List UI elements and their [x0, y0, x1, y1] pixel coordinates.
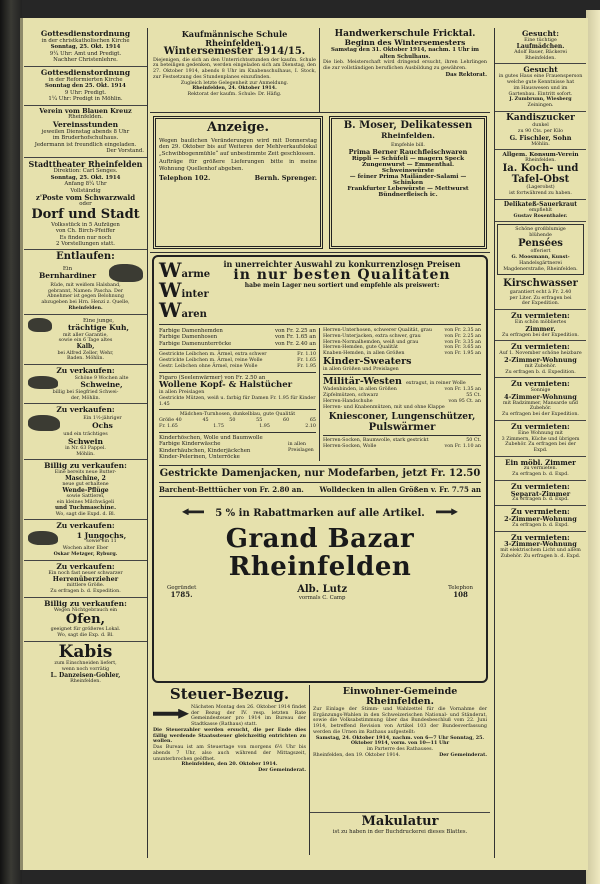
ad-text: Laufmädchen.: [516, 42, 565, 50]
ad-makulatur: [310, 813, 490, 837]
bazar-tagline: in unerreichter Auswahl zu konkurrenzlosen Preisen: [223, 259, 461, 269]
ad-text: G. Fischler, Sohn: [509, 133, 572, 142]
ad-text: Zubehör. Zu erfragen bei der Expd.: [505, 442, 576, 454]
ad-title: B. Moser, Delikatessen: [343, 120, 473, 131]
ad-ochs: [24, 404, 147, 460]
price-row: Herren-Hemden, gute Qualität von Fr. 3.65 an: [323, 345, 481, 351]
price-row: Zipfelmützen, schwarz 55 Ct.: [323, 393, 481, 399]
ad-text: Ein: [62, 265, 73, 272]
ad-title: Zu vermieten:: [511, 379, 570, 389]
ad-text: ein kleines Milchwägeli: [56, 500, 115, 506]
price-row: Herren-Unterjacken, extra schwer, grau von Fr. 2.25 an: [323, 333, 481, 339]
price-row: Herren-Unterhosen, schwerer Qualität, grau von Fr. 2.35 an: [323, 328, 481, 333]
ad-text: vormals C. Camp: [298, 595, 346, 602]
page-edges: [586, 10, 600, 884]
ad-kirschwasser: [495, 277, 586, 310]
bazar-name: Grand Bazar Rheinfelden: [225, 524, 415, 582]
ad-text: in allen Größen und Preislagen: [323, 366, 399, 372]
ad-title: Zu verkaufen:: [56, 405, 115, 415]
bazar-subheading: Kinder-Sweaters: [323, 355, 412, 367]
ad-text: Zu erfragen bei der Expedition.: [502, 412, 579, 418]
dog-illustration: [109, 264, 143, 282]
ad-text: 2-Zimmer-Wohnung: [504, 515, 577, 524]
price-row: Barchent-Betttücher von Fr. 2.80 an.: [159, 485, 304, 495]
ad-text: Zubehör. Zu erfragen b. d. Expd.: [500, 554, 581, 560]
ad-text: Rheinfelden.: [525, 55, 556, 61]
ad-text: Die Steuerzahler werden ersucht, die per Ende dies fällig werdende Staatssteuer gleichzeitig entrichten zu wollen.: [153, 726, 306, 745]
bazar-intro: arme: [181, 269, 211, 280]
left-column: [24, 28, 148, 858]
ad-title: Billig zu verkaufen:: [44, 461, 127, 471]
ad-konsum-verein: [495, 150, 586, 199]
ad-text: zu vermieten.: [523, 466, 558, 472]
ad-text: Bündnerfleisch ic.: [378, 192, 438, 199]
ad-date: Rheinfelden, den 19. Oktober 1914.: [313, 752, 401, 758]
ad-date: Sonntag, 25. Okt. 1914: [50, 44, 121, 51]
ad-text: billig bei Siegfried Schwei-: [52, 389, 119, 395]
ad-title: Zu verkaufen:: [56, 366, 115, 376]
ad-kabis: [24, 642, 147, 687]
ad-text: Die lieb. Meisterschaft wird dringend ersucht, ihren Lehrlingen die zur vollständigen beruflichen Ausbildung zu gewähren.: [323, 60, 487, 72]
ad-text: Prima Berner Rauchfleischwaren: [348, 148, 468, 157]
ad-text: mit Zubehör.: [524, 363, 557, 369]
ad-text: in der christkatholischen Kirche: [41, 37, 130, 44]
ad-text: Auf 1. November schöne heizbare: [499, 351, 582, 357]
ad-title: Anzeige.: [206, 120, 270, 135]
ad-date: Rheinfelden, 24. Oktober 1914.: [192, 85, 277, 92]
ad-title: Zu vermieten:: [511, 342, 570, 352]
price-row: Knaben-Hemden, in allen Größen von Fr. 1.95 an: [323, 351, 481, 356]
ad-title-large: Dorf und Stadt: [31, 206, 140, 222]
ad-title: Gesucht:: [521, 29, 560, 38]
ad-text: Rippli — Schüfeli — magern Speck: [351, 155, 465, 162]
ad-vermieten-zimmer: [495, 310, 586, 341]
ad-title: Zu vermieten:: [511, 421, 570, 431]
ad-kaufmaennische-schule: [150, 28, 320, 112]
ad-signature: Das Rektorat.: [445, 71, 487, 78]
ad-text: der, Möhlin.: [70, 395, 101, 401]
ad-text: wenn noch vorrätig: [61, 667, 110, 673]
ad-text: ist zu haben in der Buchdruckerei dieses Blattes.: [332, 828, 468, 835]
ad-text: Schöne 9 Wochen alte: [74, 375, 129, 381]
ad-title: Kirschwasser: [503, 278, 578, 290]
ad-signature: Der Gemeinderat.: [439, 751, 487, 758]
ad-gesucht-laufmaedchen: [495, 28, 586, 64]
ad-text: (Lagerobst): [526, 185, 555, 191]
ad-text: sowie Sattlerei,: [66, 494, 105, 500]
ad-text: Ochs: [92, 421, 113, 431]
ad-text: Mädchen-Turnhosen, dunkelblau, gute Qualität: [179, 412, 296, 418]
ad-text: per Liter. Zu erfragen bei: [509, 295, 572, 301]
ad-text: Gustav Rosenthaler.: [513, 212, 568, 219]
ad-text: Ofen,: [65, 612, 106, 628]
ad-text: ist fortwährend zu haben.: [509, 190, 572, 196]
ad-text: 3 Zimmern, Küche und übrigem: [501, 436, 580, 442]
bazar-headline: in nur besten Qualitäten: [233, 267, 451, 284]
ad-text: 3-Zimmer-Wohnung: [504, 540, 577, 549]
ad-text: Wende-Pflüge: [62, 487, 109, 495]
ad-schweine: [24, 365, 147, 404]
price-row: Gestrickte Leibchen m. Ärmel, extra schwer Fr. 1.10: [159, 352, 316, 358]
ad-title: Stadttheater Rheinfelden: [28, 158, 143, 169]
ad-text: Gartenbau. Eintritt sofort.: [508, 91, 573, 97]
ad-text: Zu erfragen b. d. Expd.: [512, 471, 569, 477]
ad-text: Zubehör.: [529, 406, 552, 412]
ad-text: in allen Preislagen: [159, 390, 205, 396]
ad-vermieten-2zimmer-b: [495, 506, 586, 531]
ad-text: 2 Vorstellungen statt.: [56, 240, 115, 247]
ad-title: Delikateß-Sauerkraut: [503, 200, 578, 208]
ad-moser-delikatessen: [329, 116, 487, 249]
ad-text: im Bruderhofschulhaus.: [52, 135, 119, 142]
bazar-subheading: Kniesconer, Lungenschützer,: [328, 412, 476, 423]
ad-title: Einwohner-Gemeinde Rheinfelden.: [342, 686, 458, 707]
ad-vermieten-3zimmer: [495, 421, 586, 457]
ad-text: und ein trächtiges: [63, 432, 108, 438]
ad-text: 1 Jungochs,: [76, 530, 127, 540]
ad-text: Wo, sagt die Expd. d. Bl.: [55, 511, 116, 517]
ad-text: mit elektrischem Licht und allem: [500, 548, 581, 554]
center-column: [150, 28, 490, 858]
ad-title: Zu vermieten:: [511, 311, 570, 321]
ad-phone: Telephon 102.: [159, 174, 211, 183]
ad-title: Gottesdienstordnung: [40, 29, 131, 38]
ad-butter: [24, 460, 147, 520]
bazar-subheading: Militär-Westen: [323, 376, 402, 388]
ad-signature: Bernh. Sprenger.: [254, 174, 317, 183]
ad-date: Samstag, 24. Oktober 1914, nachm. von 6—7 Uhr Sonntag, 25. Oktober 1914, vorm. von 10—11 Uhr: [315, 734, 485, 747]
ad-text: Zungenwurst — Emmenthal. Schweinswürste: [361, 161, 455, 174]
ad-title: Ein möbl. Zimmer: [505, 457, 576, 467]
ad-text: von Ch. Birch-Pfeiffer: [55, 228, 116, 235]
ad-text: Volksstück in 5 Aufzügen: [51, 221, 120, 228]
ad-text: Ein schön möbliertes: [514, 320, 567, 326]
ad-pensees: [497, 224, 584, 275]
pointing-hand-icon: [153, 709, 189, 719]
ad-text: L. Danzeisen-Gohler,: [50, 671, 121, 679]
ad-text: der Expedition.: [521, 301, 560, 307]
ad-text: Direktion: Carl Senges.: [53, 168, 118, 175]
ad-text: Separat-Zimmer: [510, 489, 571, 498]
ad-vermieten-separat: [495, 481, 586, 506]
bazar-subheading: Wollene Kopf- & Halstücher: [159, 380, 293, 391]
ad-text: welche gute Kenntnisse hat: [506, 80, 575, 86]
price-row: Herren-Normalhemden, weiß und grau von Fr. 3.35 an: [323, 339, 481, 345]
ad-text: Zeiningen.: [527, 103, 554, 109]
ad-text: Zu erfragen bei der Expedition.: [502, 332, 579, 338]
book-spine: [0, 0, 22, 884]
ad-text: dunkel: [532, 123, 549, 129]
ad-text: Kinderhäubchen, Kinderjäckchen: [159, 447, 251, 454]
price-row: Farbige Damenhemden von Fr. 2.25 an: [159, 328, 316, 334]
ad-text: Schweine,: [80, 380, 123, 390]
price-row: Herren-Handschuhe von 95 Ct. an: [323, 398, 481, 404]
ad-text: Ein noch fast neuer schwarzer: [48, 570, 123, 576]
price-row: Farbige Damenhosen von Fr. 1.65 an: [159, 334, 316, 341]
ad-text: abzugeben bei Hrn. Henzi z. Quelle,: [41, 300, 130, 306]
ad-text: Zimmer.: [525, 324, 556, 333]
ad-date: Rheinfelden, den 20. Oktober 1914.: [181, 761, 278, 768]
price-row: Gestrickte Mützen, weiß u. farbig für Damen Fr. 1.95 für Kinder 1.45: [159, 395, 316, 407]
ox-illustration: [28, 531, 58, 545]
ad-stadttheater: [24, 158, 147, 251]
ad-text: geeignet für größeres Lokal.: [50, 627, 121, 633]
ad-kuh: [24, 315, 147, 365]
ad-text: Oskar Metzger, Ryburg.: [53, 551, 118, 558]
ad-text: 1¼ Uhr: Predigt in Möhlin.: [48, 96, 123, 103]
ad-date: Samstag den 31. Oktober 1914, nachm. 1 Uhr im alten Schulhaus.: [331, 47, 479, 60]
ad-headline: Wintersemester 1914/15.: [163, 46, 306, 58]
ad-text: oder: [79, 201, 92, 208]
ad-text: Gegründet: [167, 584, 197, 591]
ad-text: 9 Uhr: Predigt.: [64, 89, 107, 96]
ad-text: 1785.: [170, 590, 193, 600]
ad-entlaufen: [24, 250, 147, 314]
ad-gesucht-frauensperson: [495, 64, 586, 111]
bazar-jacken-offer: Gestrickte Damenjacken, nur Modefarben, jetzt Fr. 12.50: [159, 467, 481, 479]
ad-text: Nächsten Montag den 26. Oktober 1914 findet der Bezug der IV. resp. letzten Rate Gemeindesteuer pro 1914 im Bureau der Stadtkasse (Rathaus) statt.: [191, 704, 306, 727]
ad-grand-bazar: [152, 255, 488, 683]
ad-church-christkath: [24, 28, 147, 67]
ad-title: Pensées: [518, 237, 563, 249]
ad-text: gebrannt, Namen: Pascha. Der: [48, 288, 123, 294]
ad-text: Abnehmer ist gegen Belohnung: [47, 294, 124, 300]
ad-text: Kalb,: [76, 343, 95, 351]
size-price-row: Fr. 1.65 1.75 1.95 2.10: [159, 423, 316, 429]
ad-title: Zu vermieten:: [511, 532, 570, 542]
ad-text: Eine tüchtige: [524, 37, 557, 43]
bazar-intro: inter: [181, 289, 209, 300]
ad-text: Farbige Kinderwäsche: [159, 441, 221, 448]
ad-text: empfiehlt: [528, 207, 553, 213]
price-row: Wolldecken in allen Größen v. Fr. 7.75 an: [319, 485, 481, 495]
ad-text: Anfang 8¼ Uhr: [64, 181, 107, 188]
ad-headline: Beginn des Wintersemesters: [344, 38, 466, 48]
ad-text: 4-Zimmer-Wohnung: [504, 392, 577, 401]
ad-text: Rheinfelden.: [68, 114, 103, 121]
ad-text: Eine bereits neue Butter-: [54, 470, 117, 476]
ad-text: garantiert echt à Fr. 2.40: [509, 289, 572, 295]
ad-title: Billig zu verkaufen:: [44, 598, 127, 608]
ad-text: neue gut erhaltene: [62, 482, 109, 488]
ad-text: Rheinfelden.: [381, 130, 435, 140]
ad-date: Sonntag, 25. Okt. 1914: [50, 174, 121, 181]
ad-text: Eine Wohnung mit: [518, 430, 563, 436]
ad-text: Ein 1½-jähriger: [83, 416, 122, 422]
ad-title: Handwerkerschule Fricktal.: [334, 29, 476, 39]
ad-text: Diejenigen, die sich an den Unterrichtsstunden der kaufm. Schule zu beteiligen gedenken, werden eingeladen sich am Dienstag, den 27. Oktober 1914, abends 8 Uhr im Knabenschulhaus, I. Stock, zur Festsetzung des Stundenplanes einzufinden.: [153, 57, 316, 80]
ad-text: Frankfurter Lebewürste — Mettwurst: [347, 186, 469, 193]
ad-title: Gesucht: [523, 65, 558, 75]
ad-signature: Rektorat der kaufm. Schule: Dr. Häfig.: [187, 92, 282, 98]
bazar-right-list: [320, 328, 481, 461]
ad-herrenmantel: [24, 561, 147, 598]
ad-text: im Parterre des Rathauses.: [366, 747, 434, 753]
ad-steuer-bezug: [150, 685, 310, 855]
ad-text: extragut, in reiner Wolle: [405, 381, 466, 387]
ad-title: z'Poste vom Schwarzwald: [35, 193, 136, 203]
ad-title: Gottesdienstordnung: [40, 67, 131, 77]
ad-text: in gutes Haus eine Frauensperson: [498, 74, 583, 80]
ad-text: in der Reformierten Kirche: [48, 76, 123, 83]
ad-title: Entlaufen:: [56, 251, 115, 263]
ad-title: Steuer-Bezug.: [169, 685, 290, 703]
ad-blaues-kreuz: [24, 106, 147, 158]
ad-text: Rüde, mit weißem Halsband,: [50, 282, 121, 288]
ad-text: Rheinfelden.: [525, 158, 556, 164]
ad-text: Empfehle bill.: [391, 143, 425, 149]
bazar-intro: aren: [181, 309, 207, 320]
ad-text: Zugleich letzte Gelegenheit zur Anmeldung.: [180, 80, 289, 86]
ad-text: Es finden nur noch: [59, 234, 112, 241]
right-column: [494, 28, 586, 858]
ad-title-large: Kabis: [58, 641, 113, 662]
price-row: Herren-Socken, Baumwolle, stark gestrickt 50 Ct.: [323, 438, 481, 444]
bazar-subheading: Pulswärmer: [368, 421, 436, 433]
ad-phone: 108: [453, 590, 468, 600]
ad-text: Schöne großblumige: [515, 227, 566, 233]
ad-text: mit Badzimmer, Mansarde und: [503, 400, 578, 406]
ad-text: — feiner Prima Mailänder-Salami — Schinken: [349, 174, 467, 187]
price-row: Wadenbinden, in allen Größen von Fr. 1.35 an: [323, 387, 481, 393]
ad-text: Magdenerstraße, Rheinfelden.: [503, 266, 578, 272]
bazar-rabatt: 5 % in Rabattmarken auf alle Artikel.: [215, 508, 425, 520]
price-row: Figaro (Seelenwärmer) von Fr. 2.50 an: [159, 374, 266, 381]
ad-text: Zu erfragen b. d. Expd.: [512, 522, 569, 528]
ad-text: Wegen Nichtgebrauch ein: [53, 607, 118, 613]
ad-text: 9¼ Uhr: Amt und Predigt.: [49, 50, 122, 57]
ad-einwohner-gemeinde: [310, 685, 490, 813]
ad-text: Baden. Möhlin.: [66, 356, 104, 362]
ad-text: sowie ein 11: [86, 539, 117, 545]
price-row: Herren- und Knabenmützen, mit und ohne Klappe: [323, 404, 445, 410]
ad-text: Rheinfelden.: [68, 304, 103, 311]
ad-text: in allen Preislagen: [288, 441, 314, 453]
ad-title: Allgem. Konsum-Verein: [502, 152, 579, 159]
ad-title: Vereinsstunden: [52, 119, 119, 129]
price-row: Gestrickte Leibchen m. Ärmel, reine Wolle Fr. 1.65: [159, 358, 316, 364]
ad-title: Kaufmännische Schule Rheinfelden.: [181, 29, 288, 48]
ad-text: Bernhardiner: [38, 271, 97, 281]
price-row: Herren-Socken, Wolle von Fr. 1.10 an: [323, 444, 481, 450]
ad-text: trächtige Kuh,: [67, 323, 130, 333]
price-row: Farbige Damenunterröcke von Fr. 2.40 an: [159, 340, 316, 347]
ad-text: G. Moosmann, Kunst-: [511, 254, 570, 261]
ad-text: Der Vorstand.: [106, 148, 144, 155]
ad-vermieten-2zimmer: [495, 341, 586, 378]
pig-illustration: [28, 376, 58, 389]
ad-text: Wo, sagt die Exp. d. Bl.: [57, 632, 114, 638]
ad-vermieten-3zimmer-b: [495, 532, 586, 562]
bazar-initials: Warme Winter Waren: [159, 258, 211, 322]
ad-text: Kinderhöschen, Wolle und Baumwolle: [159, 434, 263, 441]
ad-text: sowie ein 6 Tage altes: [58, 338, 113, 344]
ad-headline: Ia. Koch- und: [502, 163, 579, 175]
ad-handwerkerschule: [320, 28, 490, 112]
ad-text: Möhlin.: [76, 451, 95, 457]
ad-text: Vollständig: [70, 187, 101, 194]
ad-text: Möhlin.: [531, 141, 550, 147]
ad-text: Kinder-Pelerinen, Unterröcke: [159, 454, 240, 461]
ad-text: Zur Einlage der Stimm- und Wahlzettel für die Vornahme der Ergänzungs-Wahlen in den Schweizerischen National- und Ständerat, sowie die Volksabstimmung über das Bundesbeschluß vom 22. Juni 1914, betreffend Revision von Artikel 103 der Bundesverfassung werden die Urnen im Rathaus aufgestellt:: [313, 706, 487, 735]
ox-illustration: [28, 415, 60, 431]
ad-text: bei Alfred Zeller, Wehr,: [57, 350, 114, 356]
ad-text: mittlere Größe.: [66, 583, 105, 589]
ad-ofen: [24, 598, 147, 642]
ad-moebliertes-zimmer: [495, 457, 586, 481]
ad-text: mit aller Garantie,: [63, 332, 108, 338]
ad-text: Telephon: [448, 584, 473, 591]
pointing-hand-icon: [436, 508, 458, 515]
ad-text: blühende: [529, 233, 552, 239]
cow-illustration: [28, 318, 52, 332]
ad-text: Adolf Bauer, Bäckerei: [514, 49, 567, 55]
bazar-tagline: habe mein Lager neu sortiert und empfehle als preiswert:: [244, 282, 440, 290]
ad-title: Zu verkaufen:: [56, 561, 115, 571]
ad-text: Herrenüberzieher: [52, 575, 119, 584]
ad-text: Zu erfragen b. d. Expedition.: [50, 589, 121, 595]
ad-headline: Tafel-Obst: [511, 173, 570, 185]
ad-title: Zu vermieten:: [511, 481, 570, 491]
ad-sauerkraut: [495, 200, 586, 223]
ad-text: Wochen alter Eber: [62, 546, 109, 552]
ad-text: Zu erfragen b. d. Expedition.: [505, 369, 576, 375]
ad-title: Kandiszucker: [506, 112, 575, 123]
ad-text: Das Bureau ist am Steuertage von morgens 6½ Uhr bis abends 7 Uhr, also auch während der Mittagszeit, ununterbrochen geöffnet.: [153, 745, 306, 762]
size-row: Größe 40 45 50 55 60 65: [159, 418, 316, 424]
ad-text: jeweilen Dienstag abends 8 Uhr: [41, 128, 130, 135]
ad-text: Handelsgärtnerei: [519, 260, 562, 266]
ad-text: Aufträge für größere Lieferungen bitte in meine Wohnung Quellenhof abgeben.: [159, 159, 317, 172]
ad-title: Zu vermieten:: [511, 507, 570, 517]
ad-text: Wegen baulichen Veränderungen wird mit Donnerstag den 29. Oktober bis auf Weiteres der Mehlverkaufslokal „Schwibbogenmühle“ auf unbestimmte Zeit geschlossen.: [159, 137, 317, 157]
ad-text: zum Einschneiden liefert,: [54, 661, 117, 667]
ad-text: zu 90 Cts. per Kilo: [517, 128, 564, 134]
ad-church-reformed: [24, 67, 147, 106]
ad-date: Sonntag den 25. Okt. 1914: [45, 83, 126, 90]
ad-text: Nachher Christenlehre.: [53, 57, 118, 64]
ad-text: im Hauswesen und im: [513, 85, 568, 91]
ad-text: Eine junge,: [82, 317, 114, 324]
ad-title: Verein vom Blauen Kreuz: [39, 106, 132, 115]
ad-vermieten-4zimmer: [495, 378, 586, 421]
ad-kandiszucker: [495, 112, 586, 151]
ad-title: Zu verkaufen:: [56, 521, 115, 531]
ad-text: und Tuchmaschine.: [54, 504, 117, 511]
ad-text: Zu erfragen b. d. Expd.: [512, 497, 569, 503]
ad-text: offeriert: [530, 249, 551, 255]
ad-jungochs: [24, 520, 147, 560]
ad-text: J. Zumbrunn, Wiesberg: [509, 96, 572, 103]
ad-text: 2-Zimmer-Wohnung: [504, 355, 577, 364]
ad-text: in Nr. 63 Pappel.: [65, 445, 106, 451]
bazar-owner: Alb. Lutz: [297, 583, 348, 595]
ad-text: Jedermann ist freundlich eingeladen.: [34, 141, 137, 148]
ad-signature: Der Gemeinderat.: [258, 767, 306, 773]
bazar-left-list: [159, 328, 320, 461]
ad-title: Makulatur: [361, 814, 439, 829]
pointing-hand-icon: [182, 508, 204, 515]
ad-text: Schwein: [68, 437, 103, 447]
ad-text: Rheinfelden.: [70, 679, 101, 685]
ad-text: Sonnige: [530, 388, 551, 394]
ad-text: Maschine, 2: [65, 475, 106, 483]
ad-anzeige-sprenger: [153, 116, 323, 249]
price-row: Gestr. Leibchen ohne Ärmel, reine Wolle Fr. 1.95: [159, 363, 316, 369]
